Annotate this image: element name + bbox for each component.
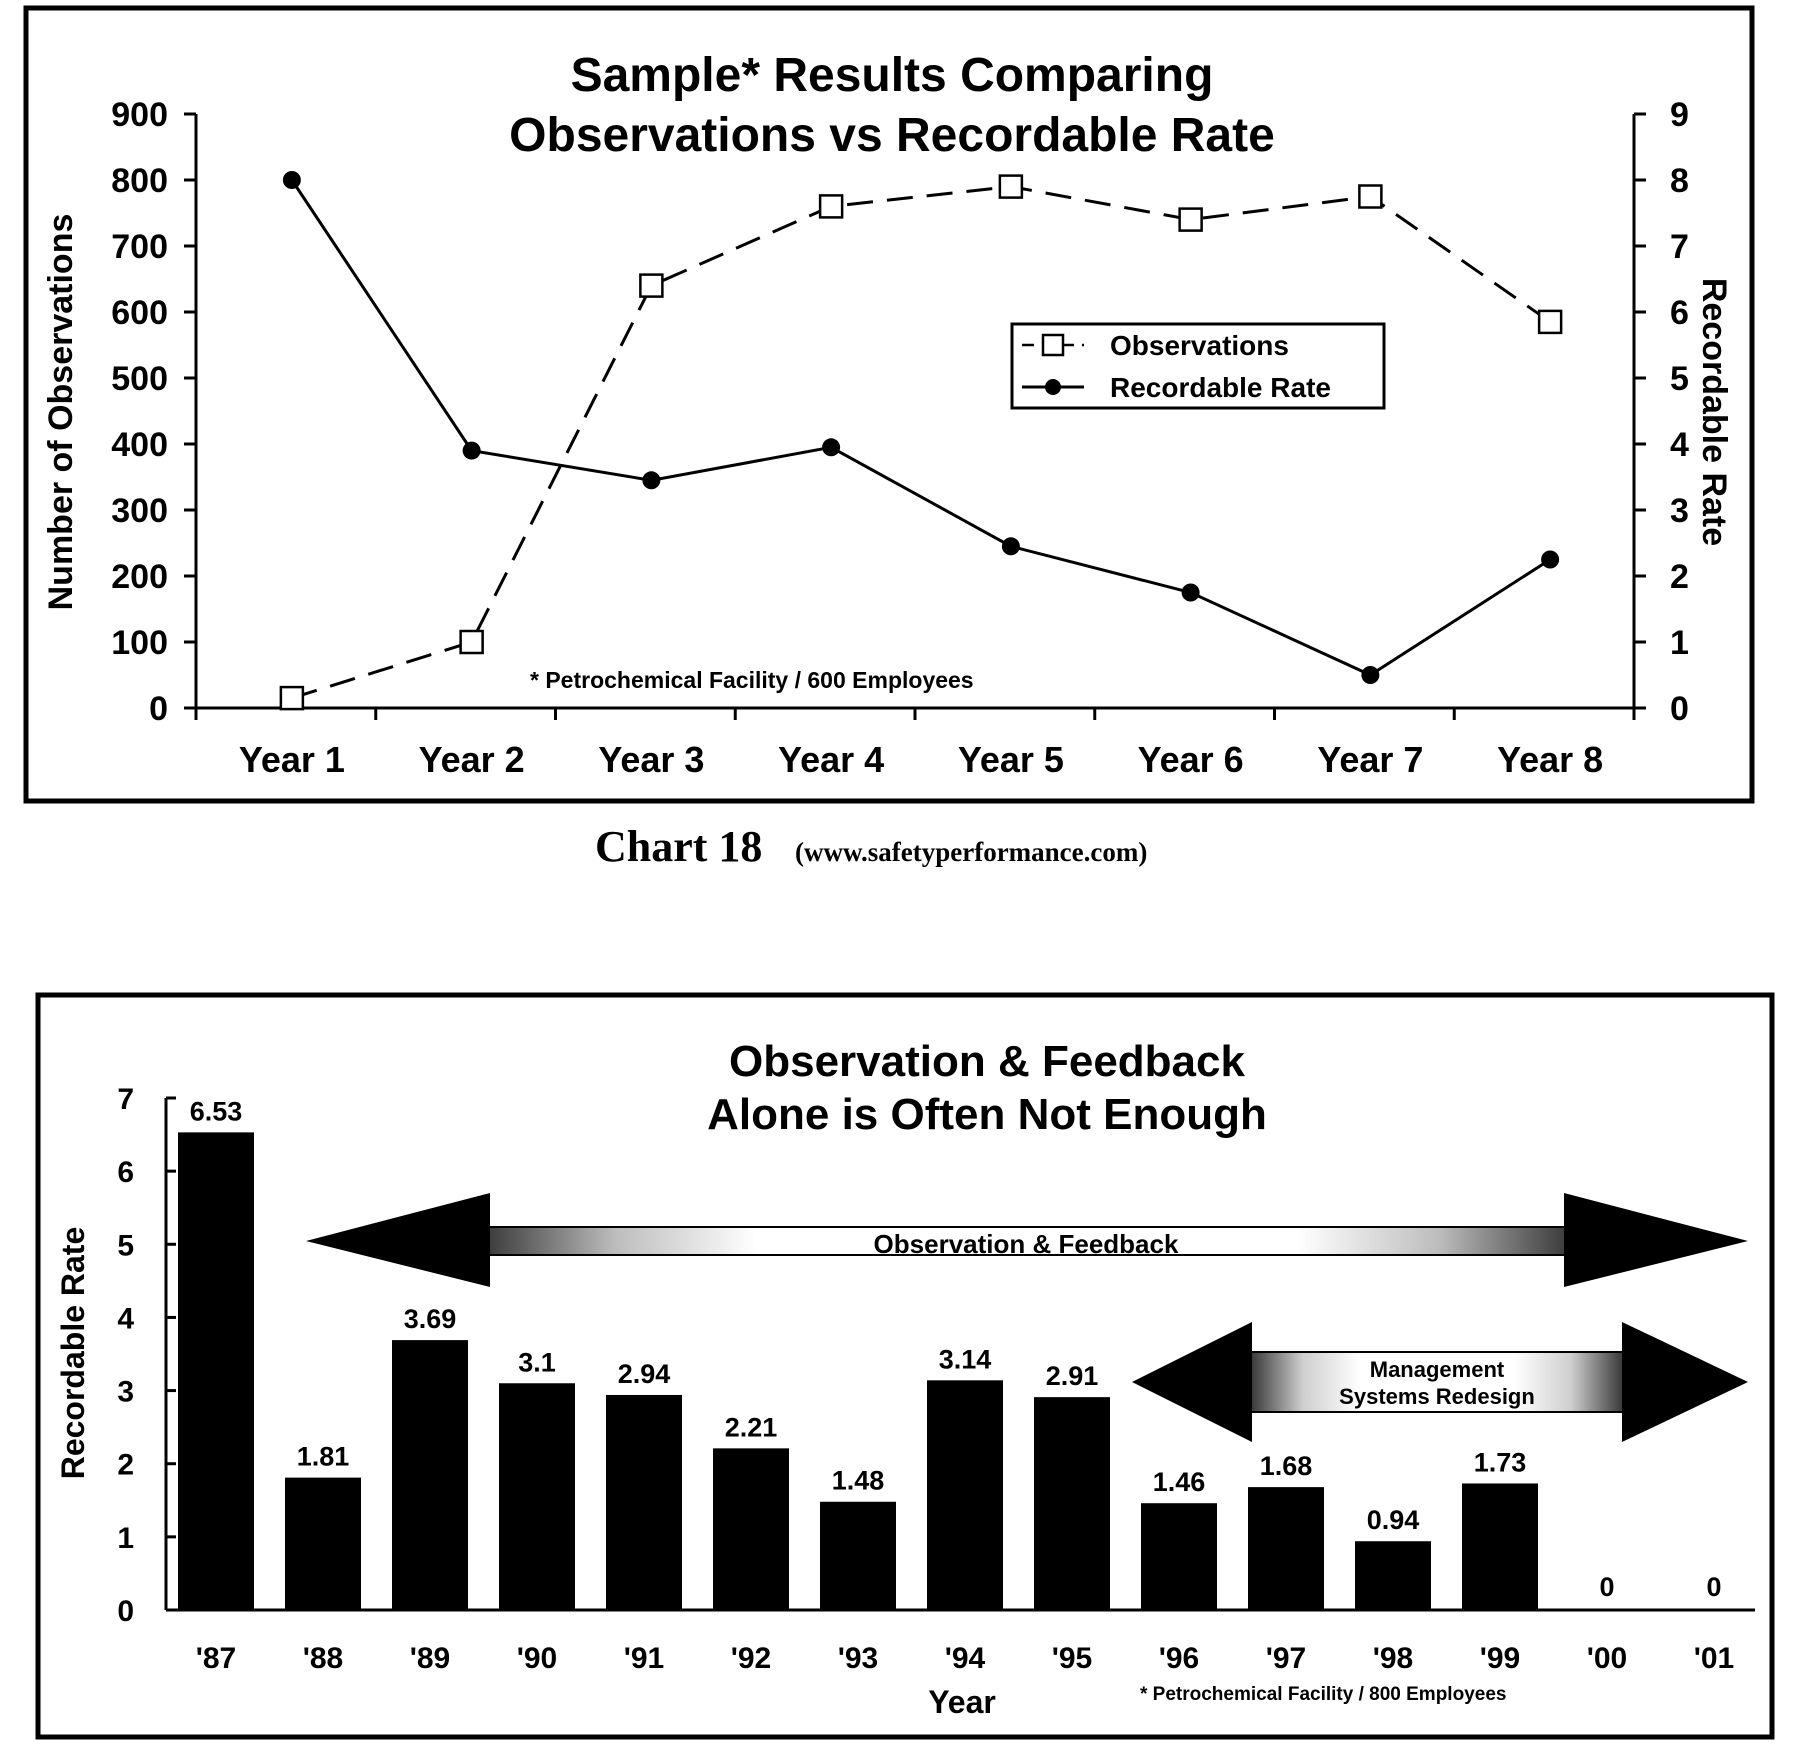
legend-observations-marker	[1043, 335, 1063, 355]
chart1-title-line2: Observations vs Recordable Rate	[509, 109, 1275, 162]
chart2-ylabel: Recordable Rate	[55, 1226, 91, 1480]
chart1-x-tick-label: Year 8	[1497, 739, 1604, 780]
recordable-rate-point	[1361, 666, 1379, 684]
bar-value-label: 1.81	[296, 1441, 350, 1472]
chart2-x-tick-label: '93	[837, 1642, 879, 1675]
chart2-x-tick-label: '92	[730, 1642, 772, 1675]
arrow-long-label: Observation & Feedback	[873, 1229, 1179, 1259]
bar-value-label: 3.1	[518, 1347, 556, 1378]
recordable-rate-point	[642, 471, 660, 489]
bar	[1034, 1397, 1110, 1610]
chart1-right-tick-label: 5	[1670, 360, 1689, 398]
bar	[1462, 1483, 1538, 1610]
bar-value-label: 1.46	[1152, 1467, 1206, 1498]
chart1-left-tick-label: 500	[111, 360, 168, 398]
observations-point	[281, 687, 303, 709]
chart2-x-tick-label: '01	[1693, 1642, 1735, 1675]
chart2-y-tick-label: 7	[117, 1083, 134, 1116]
chart2-x-tick-label: '87	[195, 1642, 237, 1675]
chart2-x-tick-label: '97	[1265, 1642, 1307, 1675]
chart1-x-tick-label: Year 3	[598, 739, 705, 780]
chart1-right-tick-label: 7	[1670, 228, 1689, 266]
arrow-short-label-line2: Systems Redesign	[1339, 1384, 1535, 1409]
legend-recordable-marker	[1045, 379, 1061, 395]
chart2-footnote: * Petrochemical Facility / 800 Employees	[1140, 1684, 1507, 1705]
observations-point	[1000, 176, 1022, 198]
bar-value-label: 1.68	[1259, 1451, 1313, 1482]
chart1-x-tick-label: Year 6	[1137, 739, 1244, 780]
chart1-left-tick-label: 300	[111, 492, 168, 530]
recordable-rate-point	[822, 438, 840, 456]
bar	[178, 1132, 254, 1610]
observations-point	[1359, 186, 1381, 208]
chart1-ylabel-right: Recordable Rate	[1695, 277, 1733, 547]
chart1-x-tick-label: Year 1	[238, 739, 345, 780]
chart2-y-tick-label: 3	[117, 1375, 134, 1409]
chart1-right-tick-label: 2	[1670, 558, 1689, 596]
chart1-right-tick-label: 9	[1670, 96, 1689, 134]
chart2-xlabel: Year	[928, 1684, 996, 1720]
bar	[820, 1502, 896, 1610]
bar	[1248, 1487, 1324, 1610]
bar-value-label: 1.48	[831, 1465, 885, 1496]
observations-point	[640, 275, 662, 297]
chart2-y-tick-label: 4	[117, 1302, 134, 1336]
bar	[713, 1448, 789, 1610]
chart1-caption-source: (www.safetyperformance.com)	[795, 837, 1148, 867]
chart1-left-tick-label: 200	[111, 558, 168, 596]
chart1-footnote: * Petrochemical Facility / 600 Employees	[530, 667, 974, 693]
chart1-x-tick-label: Year 4	[778, 739, 885, 780]
bar-value-label: 3.14	[938, 1344, 992, 1375]
recordable-rate-point	[283, 171, 301, 189]
bar	[285, 1478, 361, 1610]
chart2-x-tick-label: '95	[1051, 1642, 1093, 1675]
chart2-x-ticks	[196, 1642, 1735, 1675]
recordable-rate-point	[1182, 584, 1200, 602]
bar	[499, 1383, 575, 1610]
bar	[927, 1380, 1003, 1610]
chart1-left-tick-label: 600	[111, 294, 168, 332]
observations-point	[820, 195, 842, 217]
chart1-left-tick-label: 900	[111, 96, 168, 134]
bar	[1355, 1541, 1431, 1610]
chart2-x-tick-label: '98	[1372, 1642, 1414, 1675]
recordable-rate-point	[463, 442, 481, 460]
chart1-left-tick-label: 800	[111, 162, 168, 200]
chart1-x-tick-label: Year 7	[1317, 739, 1424, 780]
bar-value-label: 3.69	[403, 1304, 457, 1335]
chart2-title-line1: Observation & Feedback	[729, 1037, 1245, 1086]
observations-point	[1539, 311, 1561, 333]
chart1-caption-main: Chart 18	[595, 822, 763, 871]
chart1-x-tick-label: Year 5	[957, 739, 1064, 780]
chart1-x-tick-label: Year 2	[418, 739, 525, 780]
bar-value-label: 2.21	[724, 1412, 778, 1443]
chart1-right-tick-label: 8	[1670, 162, 1689, 200]
chart1-title-line1: Sample* Results Comparing	[570, 49, 1214, 102]
chart2-x-tick-label: '94	[944, 1642, 986, 1675]
recordable-rate-point	[1541, 551, 1559, 569]
bar	[1141, 1503, 1217, 1610]
recordable-rate-point	[1002, 537, 1020, 555]
chart1-right-tick-label: 4	[1670, 426, 1689, 464]
bar-value-label: 1.73	[1473, 1447, 1527, 1478]
chart2-y-tick-label: 1	[117, 1521, 134, 1555]
chart1-legend	[1012, 324, 1384, 408]
arrow-short-label-line1: Management	[1369, 1357, 1505, 1382]
chart2-x-tick-label: '96	[1158, 1642, 1200, 1675]
chart2-x-tick-label: '99	[1479, 1642, 1521, 1675]
chart1-right-tick-label: 1	[1670, 624, 1689, 662]
chart2-x-tick-label: '00	[1586, 1642, 1628, 1675]
chart2-x-tick-label: '89	[409, 1642, 451, 1675]
bar	[392, 1340, 468, 1610]
legend-observations-label: Observations	[1110, 330, 1289, 361]
bar-value-label: 2.94	[617, 1358, 671, 1389]
chart1-ylabel-left: Number of Observations	[42, 213, 80, 611]
chart1-left-tick-label: 100	[111, 624, 168, 662]
chart-19	[38, 995, 1772, 1737]
chart2-y-tick-label: 2	[117, 1448, 134, 1482]
chart1-left-tick-label: 400	[111, 426, 168, 464]
bar-value-label: 2.91	[1045, 1361, 1099, 1392]
chart1-right-tick-label: 0	[1670, 690, 1689, 728]
legend-recordable-label: Recordable Rate	[1110, 372, 1331, 403]
observations-point	[1180, 209, 1202, 231]
chart1-right-tick-label: 3	[1670, 492, 1689, 530]
chart-18	[26, 8, 1752, 801]
chart2-title-line2: Alone is Often Not Enough	[707, 1090, 1267, 1139]
chart2-y-tick-label: 5	[117, 1229, 134, 1263]
chart1-left-tick-label: 700	[111, 228, 168, 266]
bar-value-label: 0	[1706, 1572, 1722, 1602]
chart2-x-tick-label: '91	[623, 1642, 665, 1675]
bar-value-label: 0	[1599, 1572, 1615, 1602]
chart1-right-tick-label: 6	[1670, 294, 1689, 332]
chart1-left-tick-label: 0	[149, 690, 168, 728]
chart2-x-tick-label: '88	[302, 1642, 344, 1675]
chart2-y-tick-label: 0	[117, 1595, 134, 1628]
bar-value-label: 0.94	[1366, 1505, 1420, 1536]
observations-point	[461, 631, 483, 653]
chart2-x-tick-label: '90	[516, 1642, 558, 1675]
bar	[606, 1395, 682, 1610]
chart2-y-tick-label: 6	[117, 1156, 134, 1190]
bar-value-label: 6.53	[189, 1096, 243, 1127]
